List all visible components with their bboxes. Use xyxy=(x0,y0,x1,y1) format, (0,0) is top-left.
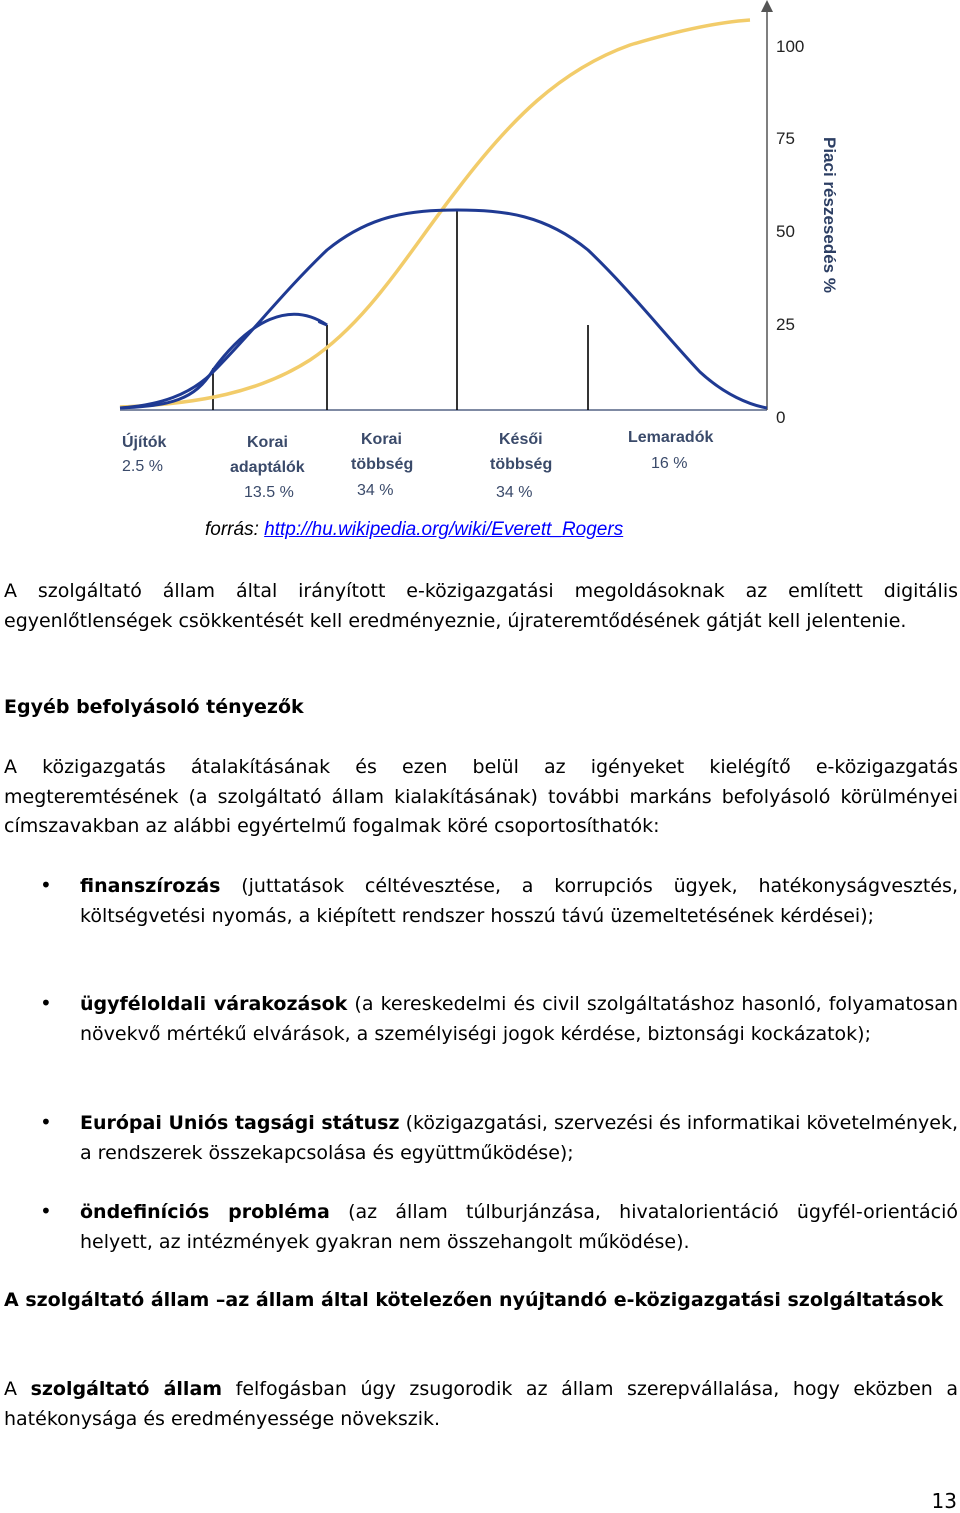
figure-source xyxy=(205,519,623,541)
paragraph-factors: A közigazgatás átalakításának és ezen belül az igényeket kielégítő e-közigazgatás megteremtésének (a szolgáltató állam kialakításának) további markáns befolyásoló körülményei címszavakban az alábbi egyértelmű fogalmak köré csoportosíthatók: xyxy=(4,756,958,837)
bullet-term: Európai Uniós tagsági státusz xyxy=(80,1112,400,1134)
page-number: 13 xyxy=(931,1489,957,1513)
y-tick-label: 25 xyxy=(776,315,795,334)
group-pct: 13.5 % xyxy=(244,484,294,501)
bullet-text: (közigazgatási, szervezési és informatikai követelmények, a rendszerek összekapcsolása és együttműködése); xyxy=(80,1112,958,1164)
cumulative-s-curve xyxy=(120,20,750,407)
group-label: Lemaradók xyxy=(628,429,714,446)
y-axis-arrow xyxy=(761,0,773,12)
group-label: Korai xyxy=(361,431,402,448)
bullet-marker: • xyxy=(40,991,52,1015)
bullet-marker: • xyxy=(40,1110,52,1134)
y-tick-label: 0 xyxy=(776,408,786,427)
group-pct: 34 % xyxy=(357,482,394,499)
group-label: többség xyxy=(490,456,553,473)
adoption-bell-curve xyxy=(120,210,767,408)
group-label: Újítók xyxy=(122,434,167,451)
section-heading-2: A szolgáltató állam –az állam által kötelezően nyújtandó e-közigazgatási szolgáltatások xyxy=(4,1289,944,1311)
diffusion-curve-figure xyxy=(110,0,850,505)
bullet-term: öndefiníciós probléma xyxy=(80,1201,330,1223)
paragraph-prefix: A xyxy=(4,1378,31,1400)
source-prefix: forrás: xyxy=(205,519,259,540)
paragraph-rest: felfogásban úgy zsugorodik az állam szerepvállalása, hogy eközben a hatékonysága és eredményessége növekszik. xyxy=(4,1378,958,1430)
bullet-term: ügyféloldali várakozások xyxy=(80,993,348,1015)
section-heading: Egyéb befolyásoló tényezők xyxy=(4,696,304,718)
source-link[interactable]: http://hu.wikipedia.org/wiki/Everett_Rogers xyxy=(264,519,624,540)
paragraph-term: szolgáltató állam xyxy=(30,1378,223,1400)
bullet-text: (juttatások céltévesztése, a korrupciós ügyek, hatékonyságvesztés, költségvetési nyomás, a kiépített rendszer hosszú távú üzemeltetésének kérdései); xyxy=(80,875,958,927)
bullet-text: (az állam túlburjánzása, hivatalorientáció ügyfél-orientáció helyett, az intézmények gyakran nem összehangolt működése). xyxy=(80,1201,958,1253)
bullet-marker: • xyxy=(40,873,52,897)
group-pct: 2.5 % xyxy=(122,458,163,475)
paragraph-intro: A szolgáltató állam által irányított e-közigazgatási megoldásoknak az említett digitális egyenlőtlenségek csökkentését kell eredményeznie, újrateremtődésének gátját kell jelentenie. xyxy=(4,580,958,632)
group-pct: 34 % xyxy=(496,484,533,501)
bullet-text: (a kereskedelmi és civil szolgáltatáshoz hasonló, folyamatosan növekvő mértékű elvárások, a személyiségi jogok kérdése, biztonsági kockázatok); xyxy=(80,993,958,1045)
group-label: adaptálók xyxy=(230,459,305,476)
y-tick-label: 100 xyxy=(776,37,805,56)
group-label: többség xyxy=(351,456,414,473)
bullet-marker: • xyxy=(40,1199,52,1223)
bullet-item xyxy=(80,871,958,931)
group-pct: 16 % xyxy=(651,455,688,472)
bullet-item xyxy=(80,989,958,1049)
y-axis-title: Piaci részesedés % xyxy=(820,137,839,293)
bullet-term: finanszírozás xyxy=(80,875,221,897)
paragraph-service-state xyxy=(4,1375,958,1434)
y-tick-label: 75 xyxy=(776,129,795,148)
group-label: Korai xyxy=(247,434,288,451)
bullet-item xyxy=(80,1108,958,1168)
y-tick-label: 50 xyxy=(776,222,795,241)
bullet-item xyxy=(80,1197,958,1257)
group-label: Késői xyxy=(499,431,543,448)
